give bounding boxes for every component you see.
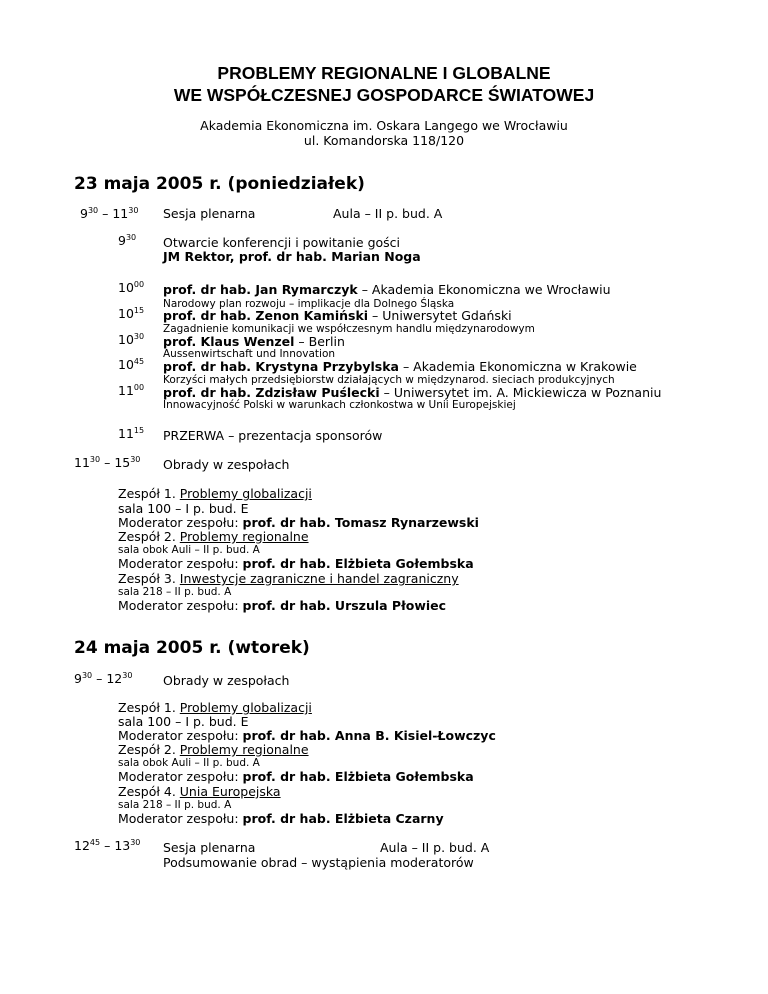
day1-item-speaker-line: prof. dr hab. Zdzisław Puślecki – Uniwersytet im. A. Mickiewicza w Poznaniu (163, 385, 662, 400)
team-room: sala 100 – I p. bud. E (118, 714, 249, 729)
day1-break: PRZERWA – prezentacja sponsorów (163, 428, 383, 443)
team-moderator: Moderator zespołu: prof. dr hab. Urszula Płowiec (118, 598, 447, 613)
day1-block2-label: Obrady w zespołach (163, 457, 290, 472)
team-room: sala 100 – I p. bud. E (118, 501, 249, 516)
day1-item-topic: Zagadnienie komunikacji we współczesnym handlu międzynarodowym (163, 323, 535, 335)
day2-block2-summary: Podsumowanie obrad – wystąpienia moderatorów (163, 855, 474, 870)
team-title: Zespół 1. Problemy globalizacji (118, 486, 312, 501)
day1-item-time: $10^{45}$ (118, 357, 145, 372)
day1-item-speaker-line: prof. dr hab. Krystyna Przybylska – Akademia Ekonomiczna w Krakowie (163, 359, 637, 374)
team-title: Zespół 3. Inwestycje zagraniczne i handel zagraniczny (118, 571, 459, 586)
day1-block2-time: $11^{30} - 15^{30}$ (74, 455, 141, 470)
day1-block1-label: Sesja plenarna (163, 206, 256, 221)
day2-block1-time: $9^{30} - 12^{30}$ (74, 671, 133, 686)
day1-block1-time: $9^{30} - 11^{30}$ (80, 206, 139, 221)
address: ul. Komandorska 118/120 (303, 133, 465, 148)
day1-item-speaker-line: prof. dr hab. Jan Rymarczyk – Akademia Ekonomiczna we Wrocławiu (163, 282, 611, 297)
team-moderator: Moderator zespołu: prof. dr hab. Elżbieta Gołembska (118, 556, 474, 571)
day1-item-topic: Narodowy plan rozwoju – implikacje dla Dolnego Śląska (163, 298, 455, 310)
day1-item-time: $10^{15}$ (118, 306, 145, 321)
team-title: Zespół 2. Problemy regionalne (118, 529, 309, 544)
day1-item-topic: Innowacyjność Polski w warunkach członkostwa w Unii Europejskiej (163, 399, 516, 411)
team-moderator: Moderator zespołu: prof. dr hab. Elżbieta Czarny (118, 811, 444, 826)
team-moderator: Moderator zespołu: prof. dr hab. Tomasz Rynarzewski (118, 515, 479, 530)
team-title: Zespół 1. Problemy globalizacji (118, 700, 312, 715)
title-line-1: PROBLEMY REGIONALNE I GLOBALNE (217, 63, 551, 83)
day1-block1-place: Aula – II p. bud. A (333, 206, 443, 221)
day1-item-time: $10^{30}$ (118, 332, 145, 347)
day1-item-text: Otwarcie konferencji i powitanie gości (163, 235, 401, 250)
day2-heading: 24 maja 2005 r. (wtorek) (74, 638, 310, 658)
team-room: sala 218 – II p. bud. A (118, 799, 232, 811)
team-moderator: Moderator zespołu: prof. dr hab. Elżbieta Gołembska (118, 769, 474, 784)
day1-item-time: $10^{00}$ (118, 280, 145, 295)
day1-item-topic: Aussenwirtschaft und Innovation (163, 348, 336, 360)
day1-item-topic: Korzyści małych przedsiębiorstw działających w międzynarod. sieciach produkcyjnych (163, 374, 615, 386)
day2-block2-time: $12^{45} - 13^{30}$ (74, 838, 141, 853)
team-room: sala obok Auli – II p. bud. A (118, 757, 260, 769)
team-room: sala 218 – II p. bud. A (118, 586, 232, 598)
day2-block2-label: Sesja plenarna (163, 840, 256, 855)
day1-item-time: $11^{00}$ (118, 383, 145, 398)
title-line-2: WE WSPÓŁCZESNEJ GOSPODARCE ŚWIATOWEJ (173, 85, 595, 105)
day1-item-speaker: JM Rektor, prof. dr hab. Marian Noga (163, 249, 421, 264)
team-title: Zespół 4. Unia Europejska (118, 784, 281, 799)
team-moderator: Moderator zespołu: prof. dr hab. Anna B. Kisiel-Łowczyc (118, 728, 496, 743)
team-title: Zespół 2. Problemy regionalne (118, 742, 309, 757)
day1-item-speaker-line: prof. dr hab. Zenon Kamiński – Uniwersytet Gdański (163, 308, 512, 323)
team-room: sala obok Auli – II p. bud. A (118, 544, 260, 556)
day1-heading: 23 maja 2005 r. (poniedziałek) (74, 174, 365, 194)
day1-item-time: $9^{30}$ (118, 233, 137, 248)
institution: Akademia Ekonomiczna im. Oskara Langego we Wrocławiu (200, 118, 568, 133)
day2-block1-label: Obrady w zespołach (163, 673, 290, 688)
day1-item-speaker-line: prof. Klaus Wenzel – Berlin (163, 334, 345, 349)
day2-block2-place: Aula – II p. bud. A (380, 840, 490, 855)
day1-item-time: $11^{15}$ (118, 426, 145, 441)
